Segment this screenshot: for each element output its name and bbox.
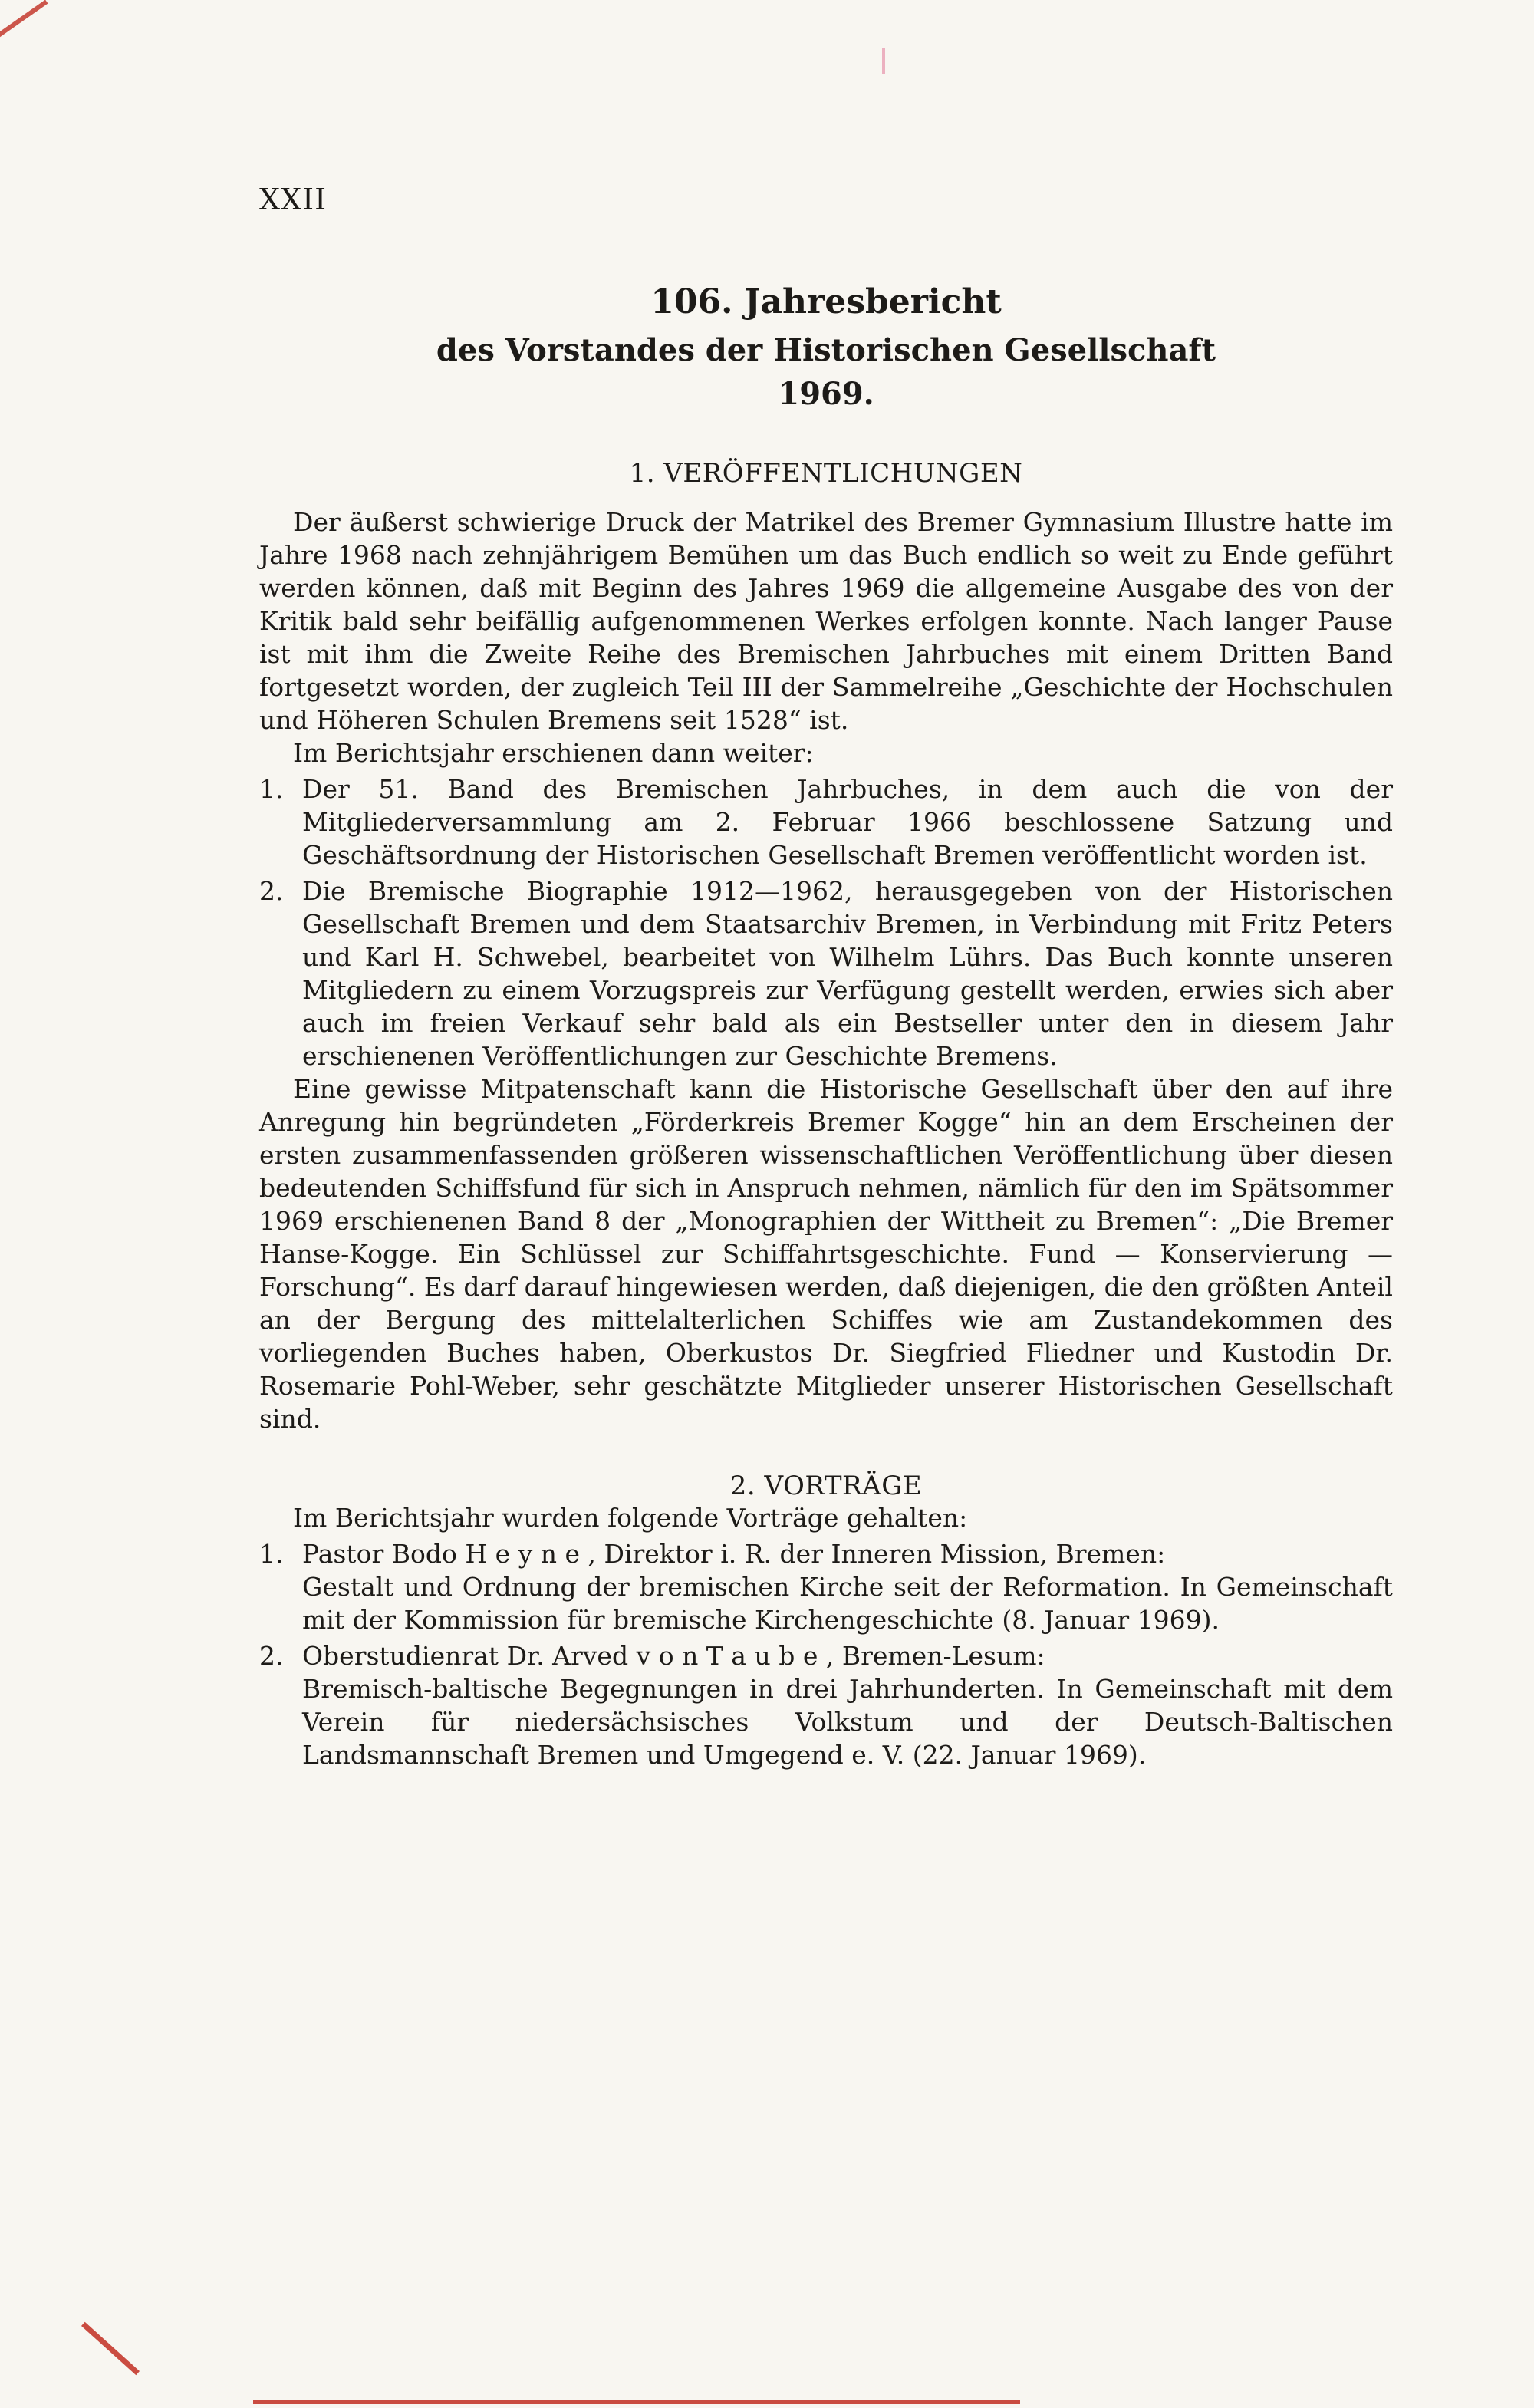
- list-item: [259, 772, 1393, 871]
- list-item-number: 1.: [259, 774, 284, 804]
- section-heading-vortraege: 2. VORTRÄGE: [729, 1471, 923, 1501]
- report-title-line2: des Vorstandes der Historischen Gesellschaft: [436, 332, 1216, 368]
- list-item-number: 2.: [259, 876, 284, 906]
- red-scan-mark-bottom-left: [81, 2322, 140, 2375]
- page-number: XXII: [259, 183, 328, 216]
- red-scan-mark-top-left: [0, 0, 48, 38]
- lectures-list: [259, 1537, 1393, 1771]
- paragraph-vortraege-intro: Im Berichtsjahr wurden folgende Vorträge gehalten:: [293, 1503, 968, 1533]
- list-item: [259, 1639, 1393, 1771]
- list-item-number: 2.: [259, 1641, 284, 1671]
- lecture-speaker: Pastor Bodo H e y n e , Direktor i. R. der Inneren Mission, Bremen:: [302, 1539, 1166, 1569]
- lecture-description: Bremisch-baltische Begegnungen in drei Jahrhunderten. In Gemeinschaft mit dem Verein für niedersächsisches Volkstum und der Deutsch-Baltischen Landsmannschaft Bremen und Umgegend e. V. (22. Januar 1969).: [302, 1674, 1393, 1770]
- list-item: [259, 875, 1393, 1072]
- list-item-text: Die Bremische Biographie 1912—1962, herausgegeben von der Historischen Gesellschaft Bremen und dem Staatsarchiv Bremen, in Verbindung mit Fritz Peters und Karl H. Schwebel, bearbeitet von Wilhelm Lührs. Das Buch konnte unseren Mitgliedern zu einem Vorzugspreis zur Verfügung gestellt werden, erwies sich aber auch im freien Verkauf sehr bald als ein Bestseller unter den in diesem Jahr erschienenen Veröffentlichungen zur Geschichte Bremens.: [302, 876, 1393, 1071]
- report-title: [259, 282, 1393, 412]
- list-item: [259, 1537, 1393, 1636]
- report-title-year: 1969.: [778, 376, 874, 412]
- paragraph-berichtsjahr-intro: Im Berichtsjahr erschienen dann weiter:: [293, 738, 814, 768]
- lecture-speaker: Oberstudienrat Dr. Arved v o n T a u b e , Bremen-Lesum:: [302, 1641, 1045, 1671]
- lecture-description: Gestalt und Ordnung der bremischen Kirche seit der Reformation. In Gemeinschaft mit der Kommission für bremische Kirchengeschichte (8. Januar 1969).: [302, 1572, 1393, 1635]
- paragraph-matrikel: Der äußerst schwierige Druck der Matrikel des Bremer Gymnasium Illustre hatte im Jahre 1968 nach zehnjährigem Bemühen um das Buch endlich so weit zu Ende geführt werden können, daß mit Beginn des Jahres 1969 die allgemeine Ausgabe des von der Kritik bald sehr beifällig aufgenommenen Werkes erfolgen konnte. Nach langer Pause ist mit ihm die Zweite Reihe des Bremischen Jahrbuches mit einem Dritten Band fortgesetzt worden, der zugleich Teil III der Sammelreihe „Geschichte der Hochschulen und Höheren Schulen Bremens seit 1528“ ist.: [259, 507, 1393, 735]
- red-scan-line-bottom-edge: [253, 2400, 1020, 2404]
- list-item-text: Der 51. Band des Bremischen Jahrbuches, in dem auch die von der Mitgliederversammlung am 2. Februar 1966 beschlossene Satzung und Geschäftsordnung der Historischen Gesellschaft Bremen veröffentlicht worden ist.: [302, 774, 1393, 870]
- publications-list: [259, 772, 1393, 1072]
- section-heading-veroeffentlichungen: 1. VERÖFFENTLICHUNGEN: [629, 458, 1023, 489]
- pink-scan-mark-top-center: [882, 48, 885, 74]
- report-title-line1: 106. Jahresbericht: [650, 282, 1002, 321]
- list-item-number: 1.: [259, 1539, 284, 1569]
- paragraph-mitpatenschaft: Eine gewisse Mitpatenschaft kann die Historische Gesellschaft über den auf ihre Anregung hin begründeten „Förderkreis Bremer Kogge“ hin an dem Erscheinen der ersten zusammenfassenden größeren wissenschaftlichen Veröffentlichung über diesen bedeutenden Schiffsfund für sich in Anspruch nehmen, nämlich für den im Spätsommer 1969 erschienenen Band 8 der „Monographien der Wittheit zu Bremen“: „Die Bremer Hanse-Kogge. Ein Schlüssel zur Schiffahrtsgeschichte. Fund — Konservierung — Forschung“. Es darf darauf hingewiesen werden, daß diejenigen, die den größten Anteil an der Bergung des mittelalterlichen Schiffes wie am Zustandekommen des vorliegenden Buches haben, Oberkustos Dr. Siegfried Fliedner und Kustodin Dr. Rosemarie Pohl-Weber, sehr geschätzte Mitglieder unserer Historischen Gesellschaft sind.: [259, 1074, 1393, 1434]
- text-block: [259, 183, 1393, 1771]
